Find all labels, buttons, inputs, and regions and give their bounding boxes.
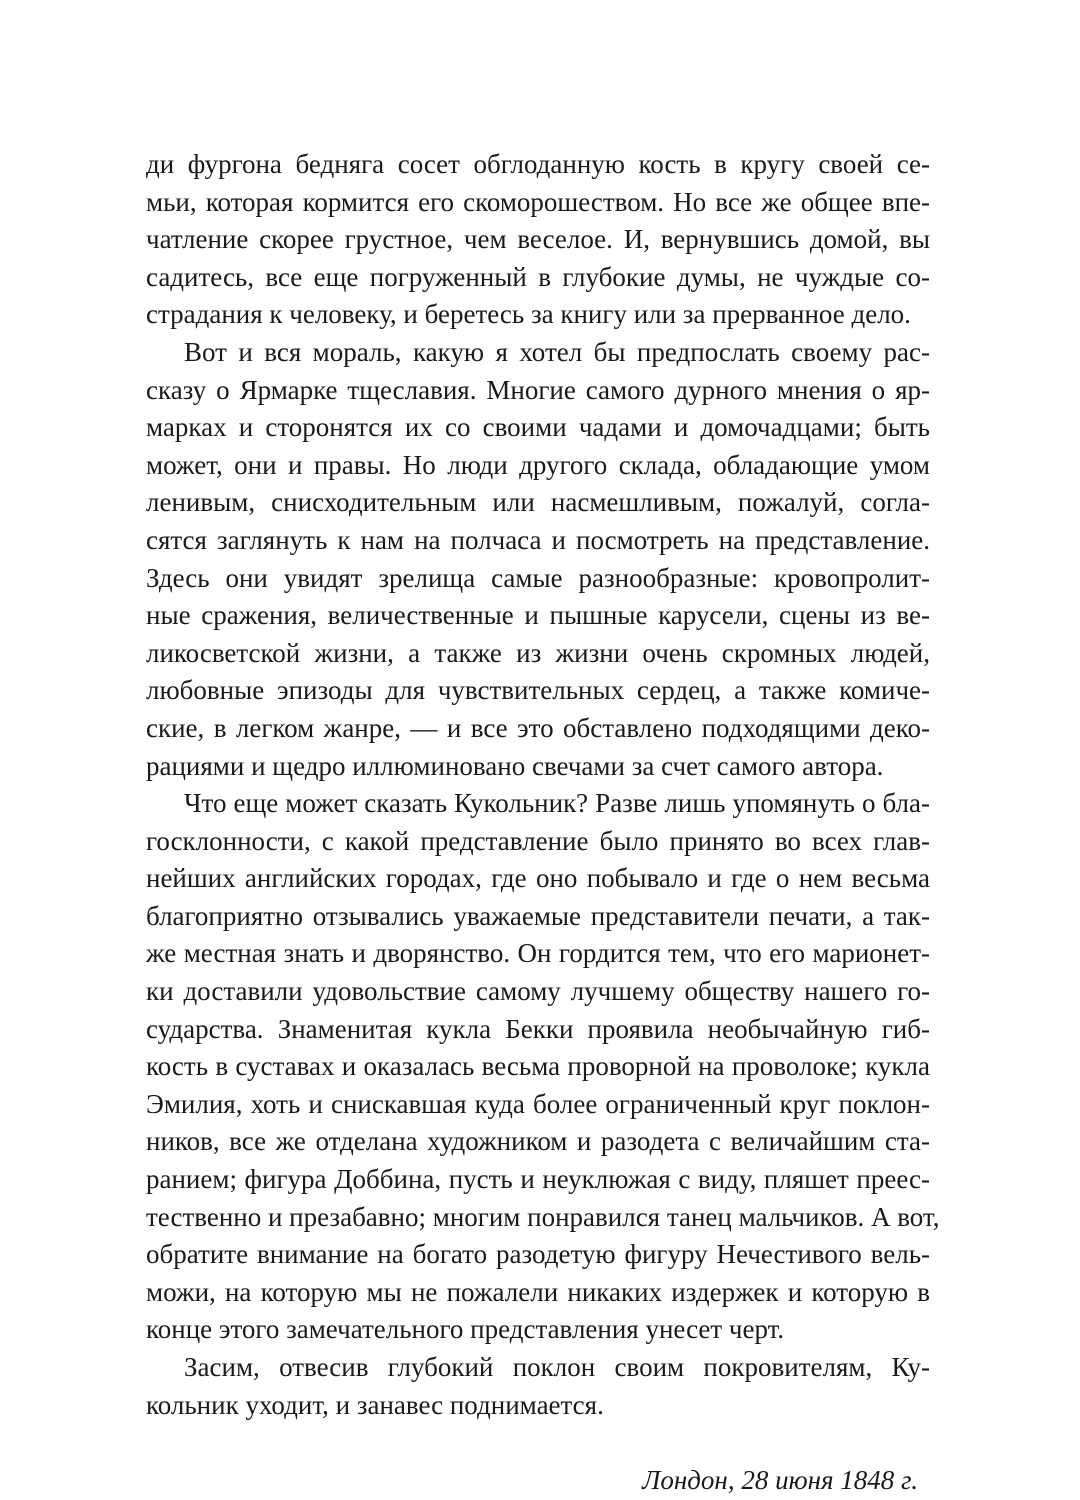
text-line: ди фургона бедняга сосет обглоданную кость в кругу своей се- xyxy=(146,149,930,179)
text-line: Что еще может сказать Кукольник? Разве лишь упомянуть о бла- xyxy=(184,788,930,819)
text-line: чатление скорее грустное, чем веселое. И, вернувшись домой, вы xyxy=(146,224,930,255)
text-line: кость в суставах и оказалась весьма проворной на проволоке; кукла xyxy=(146,1051,930,1082)
paragraph-2 xyxy=(146,334,930,785)
paragraph-3 xyxy=(146,785,940,1349)
text-line: любовные эпизоды для чувствительных сердец, а также комиче- xyxy=(146,675,930,706)
text-line: благоприятно отзывались уважаемые представители печати, а так- xyxy=(146,900,930,931)
text-line: ликосветской жизни, а также из жизни очень скромных людей, xyxy=(146,637,930,668)
text-line: садитесь, все еще погруженный в глубокие думы, не чуждые со- xyxy=(146,261,930,292)
text-line: ранием; фигура Доббина, пусть и неуклюжая с виду, пляшет преес- xyxy=(146,1164,930,1195)
text-line: Вот и вся мораль, какую я хотел бы предпослать своему рас- xyxy=(184,336,930,367)
text-line: ные сражения, величественные и пышные карусели, сцены из ве- xyxy=(146,600,930,631)
text-line: можи, на которую мы не пожалели никаких издержек и которую в xyxy=(146,1276,930,1307)
text-line: ские, в легком жанре, — и все это обставлено подходящими деко- xyxy=(146,712,930,743)
text-line: марках и сторонятся их со своими чадами и домочадцами; быть xyxy=(146,412,930,443)
text-line: Эмилия, хоть и снискавшая куда более ограниченный круг поклон- xyxy=(146,1088,930,1119)
text-line: может, они и правы. Но люди другого склада, обладающие умом xyxy=(146,449,930,480)
text-line: же местная знать и дворянство. Он гордится тем, что его марионет- xyxy=(146,938,930,969)
signature-place-date: Лондон, 28 июня 1848 г. xyxy=(642,1465,918,1496)
text-line: Засим, отвесив глубокий поклон своим покровителям, Ку- xyxy=(184,1352,930,1382)
text-line: ки доставили удовольствие самому лучшему обществу нашего го- xyxy=(146,976,930,1007)
text-line: Здесь они увидят зрелища самые разнообразные: кровопролит- xyxy=(146,562,930,593)
text-line: страдания к человеку, и беретесь за книгу или за прерванное дело. xyxy=(146,299,911,330)
text-line: ленивым, снисходительным или насмешливым, пожалуй, согла- xyxy=(146,487,930,518)
text-line: мьи, которая кормится его скоморошеством. Но все же общее впе- xyxy=(146,186,930,217)
text-line: обратите внимание на богато разодетую фигуру Нечестивого вель- xyxy=(146,1239,930,1270)
body-text xyxy=(146,146,940,1424)
text-line: конце этого замечательного представления унесет черт. xyxy=(146,1314,785,1345)
paragraph-4 xyxy=(146,1349,930,1424)
text-line: госклонности, с какой представление было принято во всех глав- xyxy=(146,825,930,856)
text-line: тественно и презабавно; многим понравился танец мальчиков. А вот, xyxy=(146,1201,940,1232)
text-line: сказу о Ярмарке тщеславия. Многие самого дурного мнения о яр- xyxy=(146,374,930,405)
text-line: рациями и щедро иллюминовано свечами за счет самого автора. xyxy=(146,750,884,781)
spacer xyxy=(146,1424,930,1462)
text-line: нейших английских городах, где оно побывало и где о нем весьма xyxy=(146,863,930,894)
book-page xyxy=(146,146,940,1500)
text-line: кольник уходит, и занавес поднимается. xyxy=(146,1389,604,1420)
text-line: сятся заглянуть к нам на полчаса и посмотреть на представление. xyxy=(146,524,930,555)
text-line: ников, все же отделана художником и разодета с величайшим ста- xyxy=(146,1126,930,1157)
text-line: сударства. Знаменитая кукла Бекки проявила необычайную гиб- xyxy=(146,1013,930,1044)
paragraph-1 xyxy=(146,146,930,334)
